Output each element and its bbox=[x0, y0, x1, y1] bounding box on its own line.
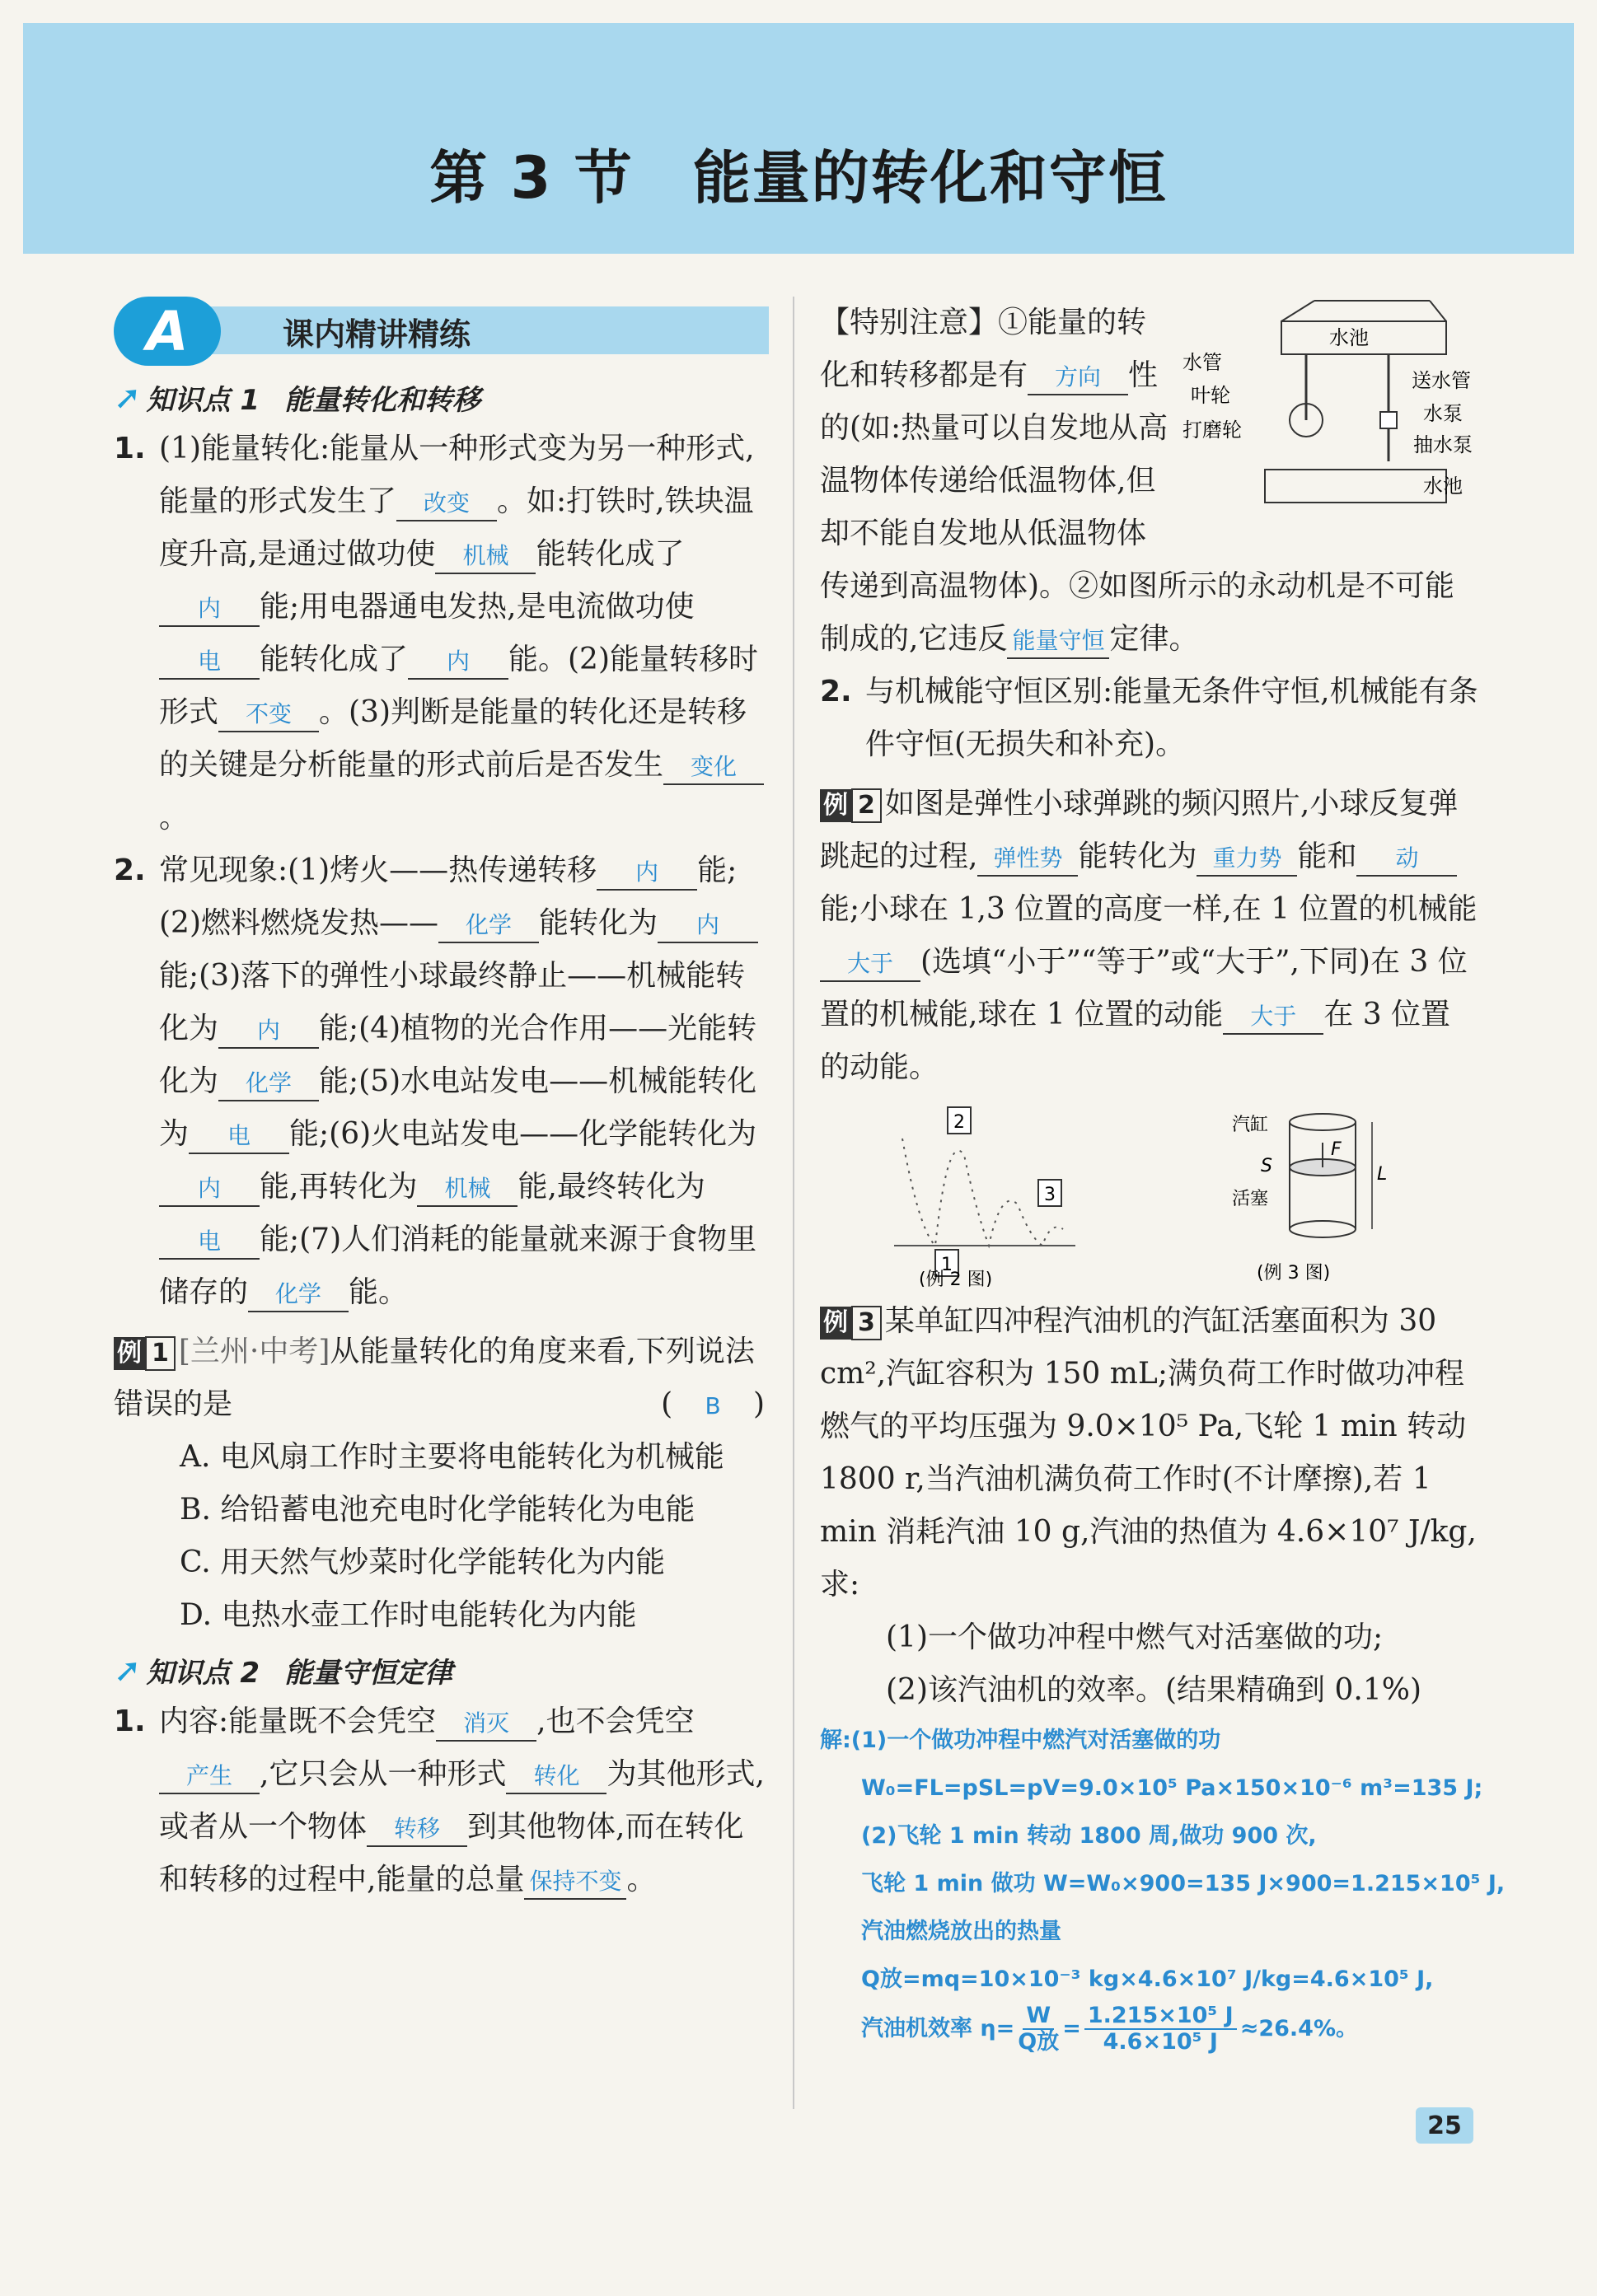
kp-name: 能量转化和转移 bbox=[284, 384, 481, 417]
answer-blank: 内 bbox=[159, 592, 260, 627]
arrow-icon: ➚ bbox=[114, 378, 142, 417]
item-number: 2. bbox=[820, 675, 852, 708]
text: 在 3 位置的动能。 bbox=[820, 998, 1451, 1084]
figure-caption: (例 2 图) bbox=[919, 1270, 993, 1287]
text: 能;(3)落下的弹性小球最终静止——机械能转化为 bbox=[159, 959, 746, 1045]
answer-paren bbox=[661, 1378, 765, 1431]
fig-label: 叶轮 bbox=[1191, 384, 1230, 407]
text: 能,最终转化为 bbox=[518, 1170, 705, 1204]
denominator: Q放 bbox=[1018, 2029, 1060, 2055]
fraction bbox=[1084, 2004, 1237, 2055]
text: (选填“小于”“等于”或“大于”,下同)在 3 位置的机械能,球在 1 位置的动能 bbox=[820, 945, 1468, 1031]
text: 能转化成了 bbox=[536, 537, 685, 571]
item-1 bbox=[114, 423, 765, 844]
example-number: 1 bbox=[145, 1336, 176, 1371]
figures-row bbox=[820, 1106, 1479, 1287]
text: 。(3)判断是能量的转化还是转移的关键是分析能量的形式前后是否发生 bbox=[159, 695, 747, 782]
item-number: 2. bbox=[114, 853, 146, 887]
fig-label: 活塞 bbox=[1232, 1189, 1269, 1209]
answer-blank: 化学 bbox=[438, 909, 539, 943]
answer-blank: 方向 bbox=[1028, 361, 1128, 395]
text: 性的(如:热量可以自发地从高温物体传递给低温物体,但却不能自发地从低温物体传递到高温物体)。②如图所示的永动机是不可能制成的,它违反 bbox=[820, 358, 1455, 656]
solution bbox=[820, 1717, 1506, 2055]
example-1 bbox=[114, 1326, 765, 1642]
solution-line: W₀=FL=pSL=pV=9.0×10⁵ Pa×150×10⁻⁶ m³=135 J; bbox=[861, 1775, 1483, 1801]
answer-blank: 保持不变 bbox=[524, 1865, 626, 1900]
text: 能转化为 bbox=[539, 906, 658, 940]
example-number: 2 bbox=[851, 788, 882, 823]
answer-blank: 内 bbox=[408, 645, 508, 680]
kp-label: 知识点 1 bbox=[146, 384, 260, 417]
item-number: 1. bbox=[114, 432, 146, 465]
solution-line bbox=[820, 2004, 1479, 2055]
right-column bbox=[820, 297, 1506, 2055]
answer-blank: 变化 bbox=[663, 751, 764, 785]
fig-label: L bbox=[1377, 1164, 1388, 1185]
fig-label: 水泵 bbox=[1423, 402, 1463, 425]
text: 常见现象:(1)烤火——热传递转移 bbox=[159, 853, 597, 887]
text: 。 bbox=[159, 801, 190, 835]
cylinder-figure bbox=[1215, 1106, 1413, 1287]
answer: B bbox=[705, 1392, 721, 1419]
example-number: 3 bbox=[851, 1306, 882, 1340]
answer-blank: 电 bbox=[159, 1225, 260, 1260]
figure-caption: (例 3 图) bbox=[1257, 1263, 1331, 1284]
perpetual-machine-figure bbox=[1183, 297, 1479, 511]
fig-label: 汽缸 bbox=[1232, 1115, 1269, 1135]
example-3 bbox=[820, 1295, 1479, 1717]
sub-question-1: (1)一个做功冲程中燃气对活塞做的功; bbox=[886, 1620, 1384, 1654]
solution-line: 汽油燃烧放出的热量 bbox=[861, 1919, 1061, 1944]
answer-blank: 转化 bbox=[506, 1760, 606, 1794]
item-number: 1. bbox=[114, 1704, 146, 1738]
text: 汽油机效率 η= bbox=[861, 2016, 1015, 2041]
text: 能。(2)能量转移时形式 bbox=[159, 643, 759, 729]
text: 到其他物体,而在转化和转移的过程中,能量的总量 bbox=[159, 1810, 744, 1896]
text: 能和 bbox=[1297, 839, 1357, 873]
answer-blank: 消灭 bbox=[436, 1707, 536, 1742]
knowledge-point-1 bbox=[114, 377, 765, 418]
answer-blank: 大于 bbox=[1223, 1000, 1323, 1035]
option-c: C. 用天然气炒菜时化学能转化为内能 bbox=[180, 1545, 666, 1579]
fig-label: 水管 bbox=[1183, 351, 1222, 374]
answer-blank: 能量守恒 bbox=[1007, 624, 1109, 659]
answer-blank: 内 bbox=[159, 1172, 260, 1207]
solution-line: 解:(1)一个做功冲程中燃汽对活塞做的功 bbox=[820, 1728, 1221, 1753]
solution-line: (2)飞轮 1 min 转动 1800 周,做功 900 次, bbox=[861, 1823, 1317, 1849]
example-tag: 例 bbox=[114, 1337, 145, 1370]
option-b: B. 给铅蓄电池充电时化学能转化为电能 bbox=[180, 1493, 695, 1527]
item-body bbox=[159, 844, 765, 1319]
text: 能转化为 bbox=[1078, 839, 1197, 873]
fig-label: 抽水泵 bbox=[1413, 433, 1473, 456]
numerator: 1.215×10⁵ J bbox=[1084, 2004, 1237, 2030]
section-badge: A bbox=[114, 297, 221, 366]
section-title: 课内精讲精练 bbox=[283, 316, 471, 353]
text: 能;(4)植物的光合作用——光能转化为 bbox=[159, 1012, 757, 1098]
text: 能。 bbox=[349, 1275, 409, 1309]
item-2 bbox=[114, 844, 765, 1319]
answer-blank: 内 bbox=[597, 856, 697, 891]
paren: ( bbox=[661, 1387, 673, 1421]
kp-label: 知识点 2 bbox=[146, 1657, 260, 1690]
question: 某单缸四冲程汽油机的汽缸活塞面积为 30 cm²,汽缸容积为 150 mL;满负荷工作时做功冲程燃气的平均压强为 9.0×10⁵ Pa,飞轮 1 min 转动 1800 r,当汽油机满负荷工作时(不计摩擦),若 1 min 消耗汽油 10 g,汽油的热值为 4.6×10⁷ J/kg,求: bbox=[820, 1304, 1477, 1602]
answer-blank: 电 bbox=[159, 645, 260, 680]
text: 为其他形式,或者从一个物体 bbox=[159, 1757, 765, 1844]
text: 内容:能量既不会凭空 bbox=[159, 1704, 437, 1738]
fig-label: S bbox=[1261, 1156, 1272, 1176]
fig-label: F bbox=[1331, 1139, 1342, 1160]
text: 能,再转化为 bbox=[260, 1170, 418, 1204]
text: 定律。 bbox=[1109, 622, 1199, 656]
text: ≈26.4%。 bbox=[1239, 2016, 1358, 2041]
page-title: 第 3 节 能量的转化和守恒 bbox=[429, 144, 1168, 212]
text: 如图是弹性小球弹跳的频闪照片,小球反复弹跳起的过程, bbox=[820, 787, 1459, 873]
pos-label: 2 bbox=[953, 1112, 965, 1133]
answer-blank: 机械 bbox=[435, 540, 536, 574]
item-body: 与机械能守恒区别:能量无条件守恒,机械能有条件守恒(无损失和补充)。 bbox=[865, 675, 1478, 761]
text: 【特别注意】①能量的转化和转移都是有 bbox=[820, 306, 1147, 392]
answer-blank: 化学 bbox=[248, 1278, 349, 1312]
note-block bbox=[820, 297, 1479, 666]
text: = bbox=[1062, 2016, 1081, 2041]
answer-blank: 机械 bbox=[417, 1172, 518, 1207]
source: [兰州·中考] bbox=[178, 1335, 330, 1368]
text: ,它只会从一种形式 bbox=[260, 1757, 507, 1791]
section-header bbox=[114, 297, 765, 366]
text: 能转化成了 bbox=[260, 643, 409, 676]
answer-blank: 电 bbox=[189, 1120, 289, 1154]
numerator: W bbox=[1023, 2004, 1054, 2030]
knowledge-point-2 bbox=[114, 1650, 765, 1690]
answer-blank: 内 bbox=[218, 1014, 319, 1049]
example-tag: 例 bbox=[820, 1307, 851, 1340]
arrow-icon: ➚ bbox=[114, 1651, 142, 1690]
question: 从能量转化的角度来看,下列说法错误的是 bbox=[114, 1335, 755, 1421]
text: 能;用电器通电发热,是电流做功使 bbox=[260, 590, 695, 624]
kp-name: 能量守恒定律 bbox=[284, 1657, 453, 1690]
fraction bbox=[1018, 2004, 1059, 2055]
text: 能;(7)人们消耗的能量就来源于食物里储存的 bbox=[159, 1223, 757, 1309]
left-column bbox=[114, 297, 765, 1906]
bouncing-ball-figure bbox=[886, 1106, 1084, 1287]
option-a: A. 电风扇工作时主要将电能转化为机械能 bbox=[180, 1440, 724, 1474]
solution-line: Q放=mq=10×10⁻³ kg×4.6×10⁷ J/kg=4.6×10⁵ J, bbox=[861, 1966, 1434, 1992]
text: ,也不会凭空 bbox=[536, 1704, 695, 1738]
fig-label: 打磨轮 bbox=[1183, 419, 1242, 442]
sub-question-2: (2)该汽油机的效率。(结果精确到 0.1%) bbox=[886, 1673, 1421, 1707]
option-d: D. 电热水壶工作时电能转化为内能 bbox=[180, 1598, 637, 1632]
pos-label: 1 bbox=[941, 1255, 953, 1275]
solution-line: 飞轮 1 min 做功 W=W₀×900=135 J×900=1.215×10⁵ J, bbox=[861, 1871, 1506, 1896]
item-body bbox=[159, 1695, 765, 1906]
answer-blank: 化学 bbox=[218, 1067, 319, 1101]
denominator: 4.6×10⁵ J bbox=[1103, 2029, 1218, 2055]
answer-blank: 转移 bbox=[367, 1812, 467, 1847]
fig-label: 水池 bbox=[1329, 326, 1369, 349]
text: 。如:打铁时,铁块温度升高,是通过做功使 bbox=[159, 484, 754, 571]
fig-label: 送水管 bbox=[1412, 369, 1471, 392]
answer-blank: 产生 bbox=[159, 1760, 260, 1794]
answer-blank: 动 bbox=[1356, 842, 1457, 877]
kp2-item-2 bbox=[820, 666, 1479, 771]
answer-blank: 大于 bbox=[820, 947, 920, 982]
answer-blank: 内 bbox=[658, 909, 758, 943]
answer-blank: 改变 bbox=[396, 487, 497, 521]
text: 能;小球在 1,3 位置的高度一样,在 1 位置的机械能 bbox=[820, 892, 1478, 926]
section-bar bbox=[192, 306, 769, 354]
answer-blank: 弹性势 bbox=[977, 842, 1078, 877]
example-tag: 例 bbox=[820, 789, 851, 822]
answer-blank: 重力势 bbox=[1197, 842, 1297, 877]
example-2 bbox=[820, 778, 1479, 1094]
pos-label: 3 bbox=[1044, 1185, 1056, 1205]
text: 能;(6)火电站发电——化学能转化为 bbox=[289, 1117, 757, 1151]
paren: ) bbox=[752, 1387, 765, 1421]
column-divider bbox=[793, 297, 794, 2109]
item-body bbox=[159, 423, 765, 844]
kp2-item-1 bbox=[114, 1695, 765, 1906]
answer-blank: 不变 bbox=[218, 698, 319, 732]
text: (1)能量转化:能量从一种形式变为另一种形式,能量的形式发生了 bbox=[159, 432, 755, 518]
fig-label: 水池 bbox=[1423, 475, 1463, 498]
text: 能;(5)水电站发电——机械能转化为 bbox=[159, 1064, 757, 1151]
text: 。 bbox=[626, 1863, 657, 1896]
text: 能;(2)燃料燃烧发热—— bbox=[159, 853, 738, 940]
page-number: 25 bbox=[1416, 2107, 1473, 2144]
